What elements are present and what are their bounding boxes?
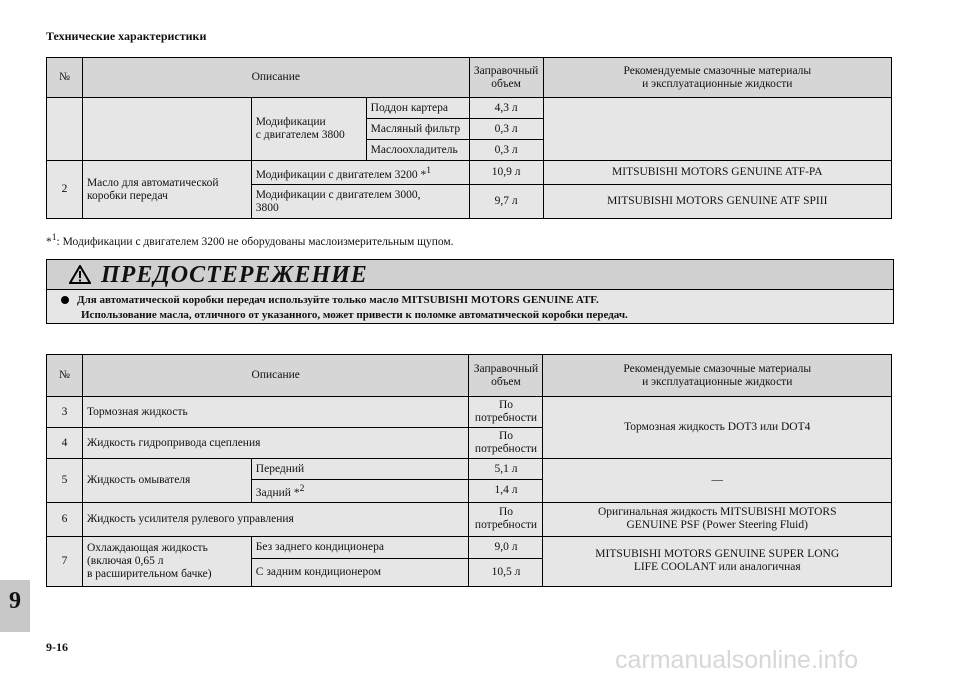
header-volume: Заправочный объем	[469, 58, 543, 98]
oil-filter-label: Масляный фильтр	[366, 119, 469, 140]
no-rear-ac-volume: 9,0 л	[469, 536, 543, 558]
section-title: Технические характеристики	[46, 29, 207, 43]
spec-table-2	[46, 354, 892, 587]
washer-fluid-label: Жидкость омывателя	[82, 459, 251, 503]
mod-3000-3800-recommended: MITSUBISHI MOTORS GENUINE ATF SPIII	[543, 185, 891, 219]
oil-pan-volume: 4,3 л	[469, 98, 543, 119]
table-header-row	[47, 58, 892, 98]
table-row	[47, 98, 892, 119]
table-row	[47, 397, 892, 428]
row-num: 7	[47, 536, 83, 586]
psf-recommended: Оригинальная жидкость MITSUBISHI MOTORS GENUINE PSF (Power Steering Fluid)	[543, 502, 892, 536]
mod-3200-label: Модификации с двигателем 3200 *$^1$	[251, 161, 469, 185]
oil-filter-volume: 0,3 л	[469, 119, 543, 140]
brake-fluid-volume: По потребности	[469, 397, 543, 428]
footnote: *$^1$: Модификации с двигателем 3200 не оборудованы маслоизмерительным щупом.	[46, 232, 454, 248]
clutch-fluid-volume: По потребности	[469, 428, 543, 459]
spec-table-1	[46, 57, 892, 219]
row-num: 6	[47, 502, 83, 536]
header-volume: Заправочный объем	[469, 355, 543, 397]
chapter-tab: 9	[0, 580, 30, 632]
atf-description: Масло для автоматической коробки передач	[82, 161, 251, 219]
brake-fluid-recommended: Тормозная жидкость DOT3 или DOT4	[543, 397, 892, 459]
washer-rear-label: Задний *$^2$	[251, 480, 469, 503]
mod-3200-recommended: MITSUBISHI MOTORS GENUINE ATF-PA	[543, 161, 891, 185]
bullet-icon	[61, 296, 69, 304]
header-num: №	[47, 58, 83, 98]
page-number: 9-16	[46, 640, 68, 654]
oil-cooler-volume: 0,3 л	[469, 140, 543, 161]
table-row	[47, 502, 892, 536]
header-recommended: Рекомендуемые смазочные материалы и эксплуатационные жидкости	[543, 355, 892, 397]
table-row	[47, 536, 892, 558]
warning-triangle-icon	[69, 265, 91, 284]
psf-label: Жидкость усилителя рулевого управления	[82, 502, 469, 536]
row-num: 5	[47, 459, 83, 503]
psf-volume: По потребности	[469, 502, 543, 536]
coolant-label: Охлаждающая жидкость (включая 0,65 л в расширительном бачке)	[82, 536, 251, 586]
rear-ac-label: С задним кондиционером	[251, 558, 469, 586]
washer-recommended: —	[543, 459, 892, 503]
table-row	[47, 459, 892, 480]
clutch-fluid-label: Жидкость гидропривода сцепления	[82, 428, 469, 459]
warning-title-bar	[47, 260, 893, 290]
row-num: 4	[47, 428, 83, 459]
mod-3200-volume: 10,9 л	[469, 161, 543, 185]
oil-pan-label: Поддон картера	[366, 98, 469, 119]
washer-front-volume: 5,1 л	[469, 459, 543, 480]
header-recommended: Рекомендуемые смазочные материалы и эксплуатационные жидкости	[543, 58, 891, 98]
row-num: 2	[47, 161, 83, 219]
header-num: №	[47, 355, 83, 397]
mod-3000-3800-label: Модификации с двигателем 3000, 3800	[251, 185, 469, 219]
washer-front-label: Передний	[251, 459, 469, 480]
warning-title: ПРЕДОСТЕРЕЖЕНИЕ	[101, 262, 368, 288]
rear-ac-volume: 10,5 л	[469, 558, 543, 586]
no-rear-ac-label: Без заднего кондиционера	[251, 536, 469, 558]
warning-box	[46, 259, 894, 324]
brake-fluid-label: Тормозная жидкость	[82, 397, 469, 428]
header-description: Описание	[82, 355, 469, 397]
header-description: Описание	[82, 58, 469, 98]
oil-cooler-label: Маслоохладитель	[366, 140, 469, 161]
watermark: carmanualsonline.info	[615, 646, 859, 674]
table-header-row	[47, 355, 892, 397]
washer-rear-volume: 1,4 л	[469, 480, 543, 503]
table-row	[47, 161, 892, 185]
warning-text: Для автоматической коробки передач используйте только масло MITSUBISHI MOTORS GENUINE ATF. Использование масла, отличного от указанного, может привести к поломке автоматической коробки передач.	[61, 293, 628, 323]
coolant-recommended: MITSUBISHI MOTORS GENUINE SUPER LONG LIFE COOLANT или аналогичная	[543, 536, 892, 586]
mod-3000-3800-volume: 9,7 л	[469, 185, 543, 219]
row-num: 3	[47, 397, 83, 428]
mod-3800-label: Модификации с двигателем 3800	[251, 98, 366, 161]
